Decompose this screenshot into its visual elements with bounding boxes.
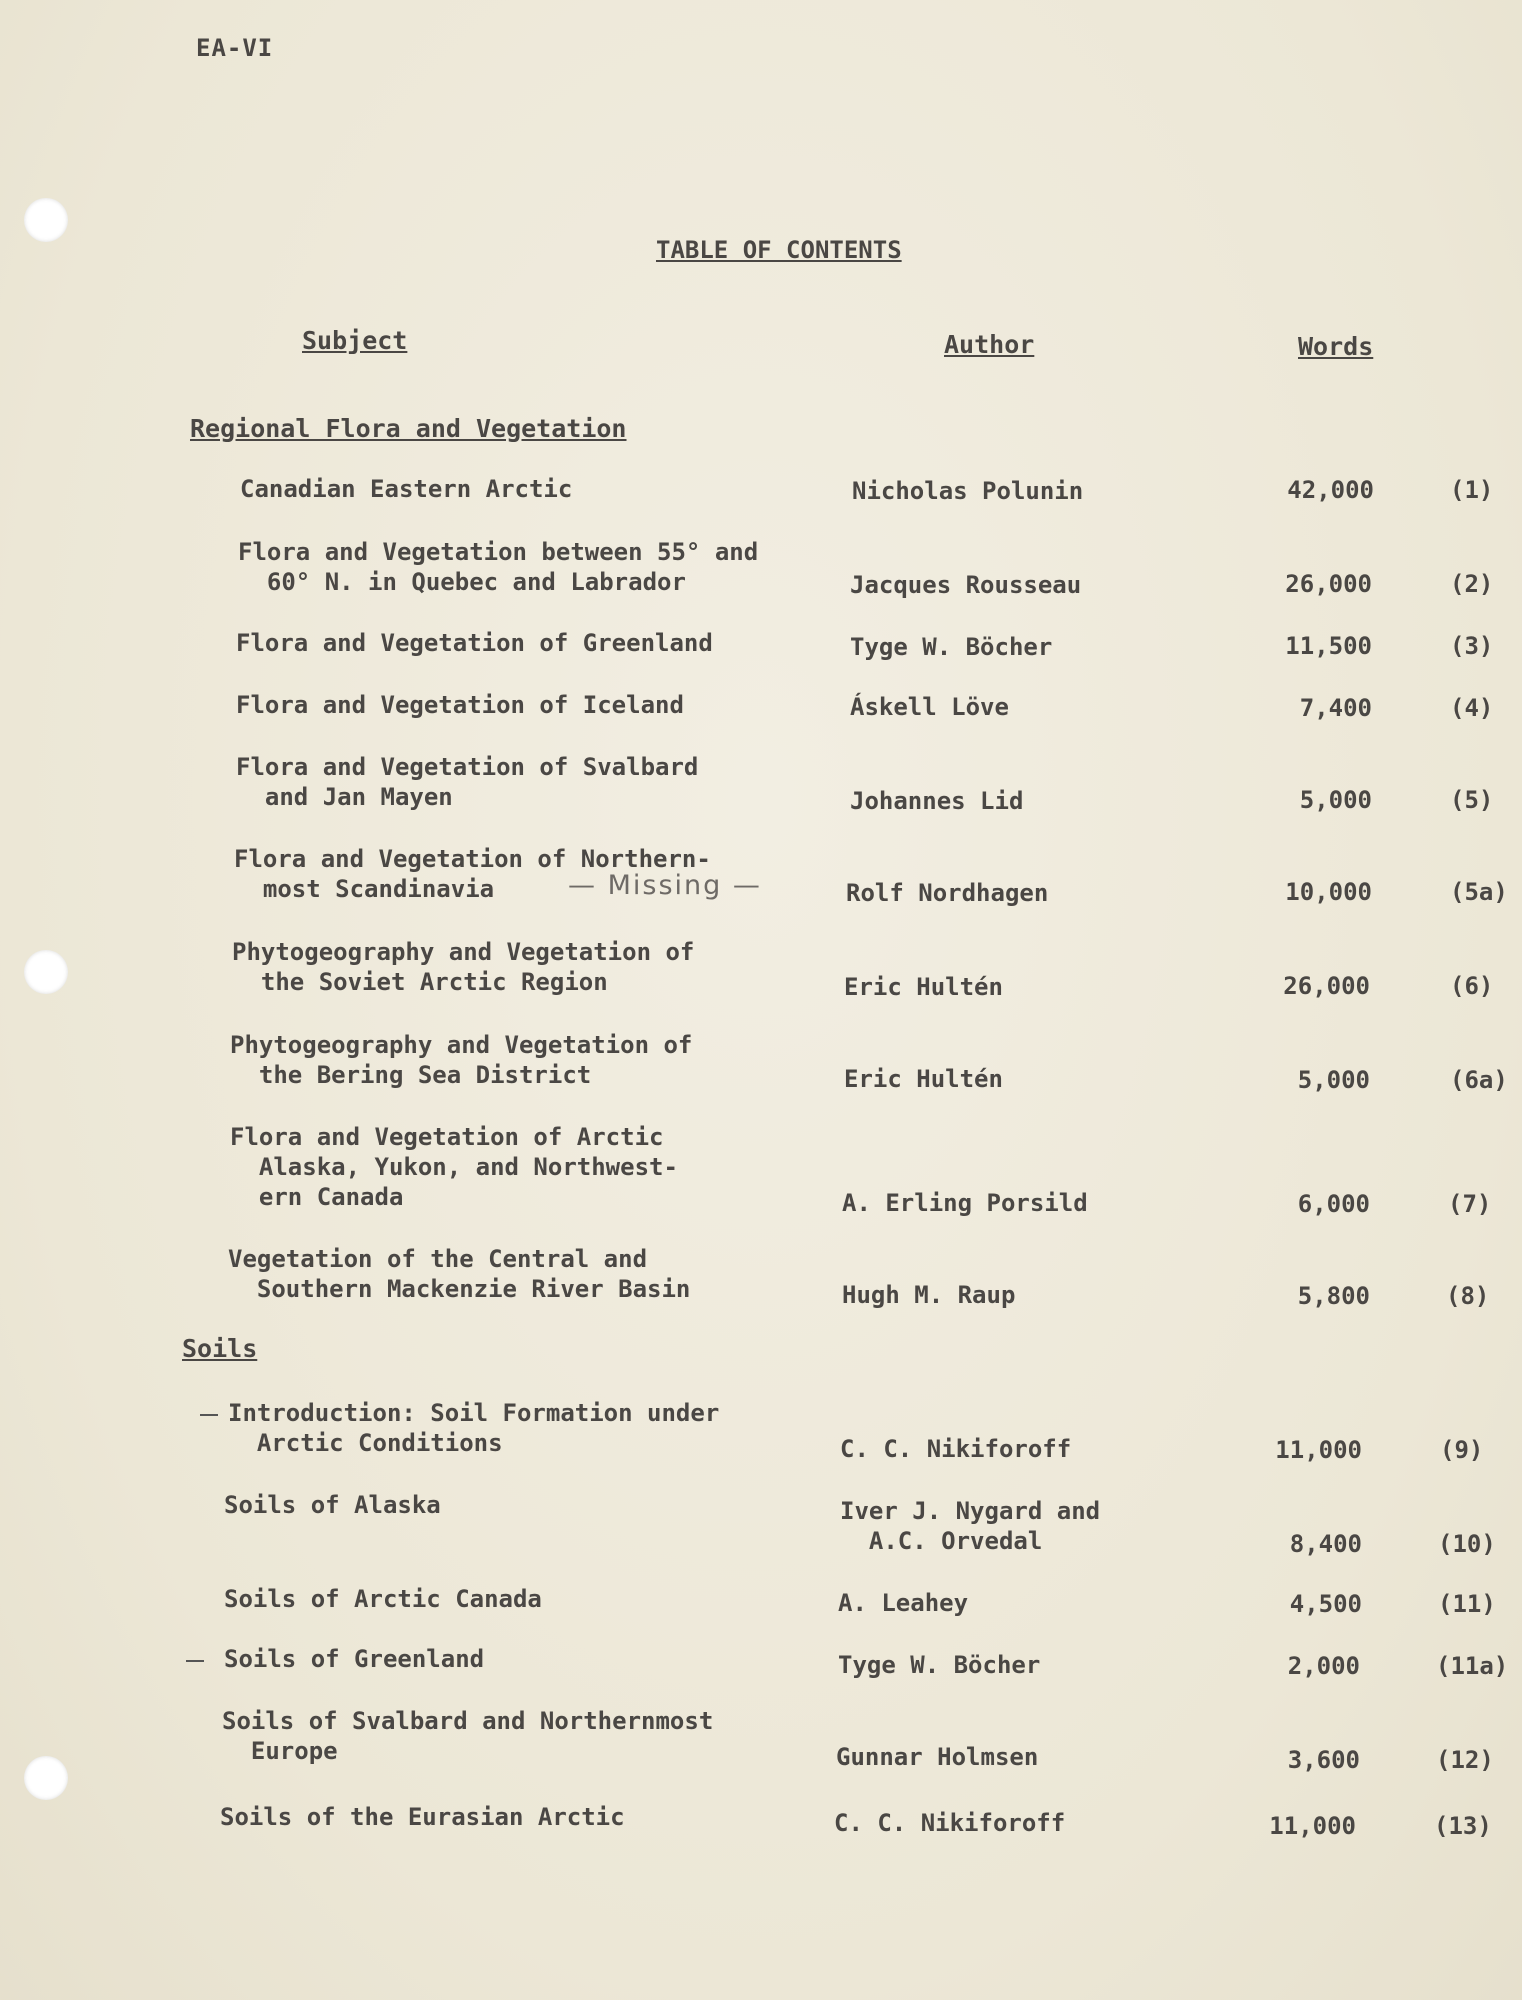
entry-subject: Vegetation of the Central and Southern Mackenzie River Basin (228, 1245, 691, 1303)
entry-author: Nicholas Polunin (852, 477, 1084, 505)
entry-ref: (8) (1446, 1282, 1490, 1310)
section-heading: Regional Flora and Vegetation (190, 414, 627, 443)
entry-ref: (4) (1450, 694, 1494, 722)
handwritten-note: — Missing — (568, 870, 762, 901)
entry-words: 4,500 (1289, 1590, 1362, 1618)
document-id: EA-VI (196, 34, 274, 62)
entry-words: 11,000 (1269, 1812, 1356, 1840)
entry-subject: Soils of Greenland (224, 1645, 485, 1673)
entry-words: 26,000 (1283, 972, 1370, 1000)
entry-author: Tyge W. Böcher (838, 1651, 1041, 1679)
entry-ref: (6) (1450, 972, 1494, 1000)
entry-subject: Flora and Vegetation of Svalbard and Jan Mayen (236, 753, 699, 811)
entry-words: 42,000 (1287, 476, 1374, 504)
entry-author: Tyge W. Böcher (850, 633, 1053, 661)
entry-subject: Phytogeography and Vegetation of the Soviet Arctic Region (232, 938, 695, 996)
entry-subject: Flora and Vegetation of Iceland (236, 691, 684, 719)
entry-ref: (12) (1436, 1746, 1494, 1774)
entry-words: 10,000 (1285, 878, 1372, 906)
punch-hole-bottom (24, 1756, 68, 1800)
entry-ref: (3) (1450, 632, 1494, 660)
page-title: TABLE OF CONTENTS (656, 236, 902, 264)
entry-author: Eric Hultén (844, 973, 1003, 1001)
entry-subject: Introduction: Soil Formation under Arctic Conditions (228, 1399, 720, 1457)
section-heading: Soils (182, 1334, 258, 1363)
entry-subject: Soils of Arctic Canada (224, 1585, 542, 1613)
entry-words: 11,000 (1275, 1436, 1362, 1464)
entry-words: 7,400 (1299, 694, 1372, 722)
punch-hole-top (24, 198, 68, 242)
punch-hole-middle (24, 950, 68, 994)
column-header-author: Author (944, 330, 1035, 359)
entry-words: 26,000 (1285, 570, 1372, 598)
entry-author: A. Erling Porsild (842, 1189, 1088, 1217)
entry-words: 5,800 (1297, 1282, 1370, 1310)
entry-subject: Soils of Alaska (224, 1491, 441, 1519)
entry-author: Rolf Nordhagen (846, 879, 1049, 907)
entry-words: 11,500 (1285, 632, 1372, 660)
entry-words: 5,000 (1299, 786, 1372, 814)
entry-author: Johannes Lid (850, 787, 1024, 815)
entry-author: Gunnar Holmsen (836, 1743, 1039, 1771)
entry-ref: (13) (1434, 1812, 1492, 1840)
entry-author: A. Leahey (838, 1589, 969, 1617)
entry-author: Áskell Löve (850, 693, 1009, 721)
entry-subject: Soils of the Eurasian Arctic (220, 1803, 625, 1831)
entry-subject: Flora and Vegetation of Arctic Alaska, Yukon, and Northwest- ern Canada (230, 1123, 678, 1211)
entry-ref: (10) (1438, 1530, 1496, 1558)
entry-subject: Canadian Eastern Arctic (240, 475, 573, 503)
entry-ref: (9) (1440, 1436, 1484, 1464)
entry-ref: (5a) (1450, 878, 1508, 906)
entry-subject: Flora and Vegetation of Northern- most Scandinavia (234, 845, 711, 903)
entry-words: 6,000 (1297, 1190, 1370, 1218)
entry-words: 5,000 (1297, 1066, 1370, 1094)
pencil-mark (200, 1414, 218, 1416)
entry-ref: (1) (1450, 476, 1494, 504)
entry-ref: (5) (1450, 786, 1494, 814)
entry-words: 3,600 (1287, 1746, 1360, 1774)
entry-words: 2,000 (1287, 1652, 1360, 1680)
entry-ref: (11a) (1436, 1652, 1509, 1680)
entry-ref: (6a) (1450, 1066, 1508, 1094)
entry-author: Jacques Rousseau (850, 571, 1082, 599)
entry-subject: Flora and Vegetation between 55° and 60° N. in Quebec and Labrador (238, 538, 759, 596)
entry-words: 8,400 (1289, 1530, 1362, 1558)
entry-subject: Soils of Svalbard and Northernmost Europe (222, 1707, 714, 1765)
entry-author: Iver J. Nygard and A.C. Orvedal (840, 1497, 1101, 1555)
entry-author: Hugh M. Raup (842, 1281, 1016, 1309)
pencil-mark (186, 1660, 204, 1662)
entry-ref: (11) (1438, 1590, 1496, 1618)
entry-author: C. C. Nikiforoff (834, 1809, 1066, 1837)
entry-author: C. C. Nikiforoff (840, 1435, 1072, 1463)
entry-ref: (2) (1450, 570, 1494, 598)
entry-ref: (7) (1448, 1190, 1492, 1218)
column-header-words: Words (1298, 332, 1374, 361)
column-header-subject: Subject (302, 326, 408, 355)
entry-subject: Phytogeography and Vegetation of the Bering Sea District (230, 1031, 693, 1089)
entry-subject: Flora and Vegetation of Greenland (236, 629, 713, 657)
entry-author: Eric Hultén (844, 1065, 1003, 1093)
